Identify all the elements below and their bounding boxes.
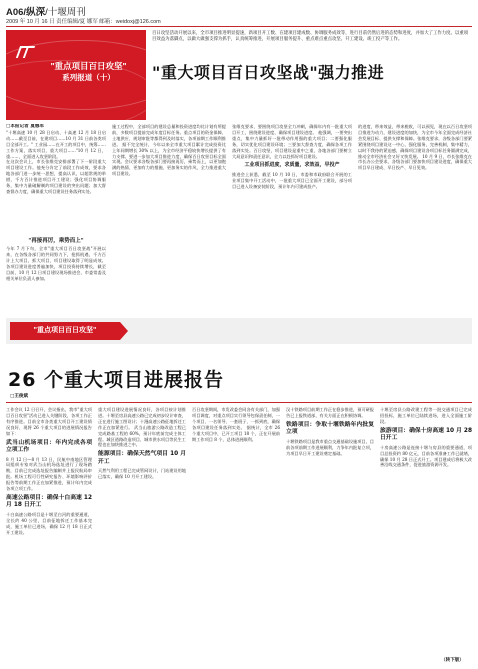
paragraph: 重大项目建设进展情况良好，各项目按计划推进。十堰至房县高速公路已完成初步设计审查，正在进行施工图设计；十漫高速公路征地拆迁工作正在加紧进行。 武当山旅游公路改造工程已完成路基工程的 60%，预计年底前完成主体工程。城区道路改造项目、城市供水项目等民生工程也在加快推进之中。 bbox=[98, 407, 186, 448]
story1-column-2 bbox=[112, 124, 226, 316]
pull-quote: "再接再厉，乘势而上" bbox=[28, 238, 84, 244]
subsection-name: /十堰周刊 bbox=[45, 7, 86, 18]
subhead-tourism: 旅游项目：确保十房高速 10 月 28 日开工 bbox=[380, 427, 472, 442]
paragraph: 今年 7 月下旬，全市"重大项目百日攻坚战"开展以来，在各级各部门的共同努力下，抢抓机遇，千方百计上大项目，抓大项目，项目建设取得了明显成效。各项目建设进度普遍加快，项目投资持续增长，截至目前，10 月 12 日项目建设现场推进会，市委常委及相关单位负责人参加。 bbox=[6, 246, 106, 281]
story2-column-3 bbox=[192, 407, 280, 663]
chevron-logo-icon bbox=[18, 46, 36, 58]
story1-subhead: 工业项目抓进度，求质量，求效益，早投产 bbox=[244, 162, 340, 169]
story1-column-3 bbox=[232, 124, 352, 316]
paragraph: 8 月 12 日—8 月 13 日，民航中南地区管理局组织专家对武当山机场选址进行了现场踏勘，目前已完成选址报告编制并上报民航局审批。机场工程可行性研究报告、环境影响评价报告等前期工作正在加紧推进，预计年内完成各项立项工作。 bbox=[6, 456, 92, 492]
section-name: 纵深 bbox=[26, 7, 46, 18]
story1-column-4 bbox=[358, 124, 472, 316]
story2-rule bbox=[6, 402, 472, 403]
banner-title-main: "重点项目百日攻坚" bbox=[50, 61, 127, 71]
paragraph: 在这次会议上，市长张维克安排部署了下一阶段重大项目建设工作。他充分肯定了前段工作成效，要求各地各部门进一步统一思想，提高认识，以超常规的举措，千方百计推进项目开工建设；强化项目协调服务，集中力量破解制约项目建设的突出问题；加大督查督办力度，确保重大项目建设任务落到实处。 bbox=[6, 159, 106, 194]
paragraph: 工作会议 12 日召开，会议指出，我市"重大项目百日攻坚"活动已进入关键阶段，各项工作正有序推进。目前全市各类重大项目开工建设情况良好，现将 26 个重大项目的进展情况报告如下： bbox=[6, 407, 92, 436]
story1-byline: □本报记者 夏娜军 bbox=[6, 124, 45, 129]
continued-note: （转下版） bbox=[441, 658, 464, 663]
date-line: 2009 年 10 月 16 日 责任编辑/夏 娜军 邮箱：weidoxj@126.com bbox=[6, 19, 161, 25]
series-banner bbox=[6, 30, 146, 120]
story1-lede: 百日攻坚活动开展以来，全市项目推进明显提速，新项目开工数、在建项目建成数、协调服务成效等，进行目前仍然后进的态势和进度，并加大了工作力度。以重项目效益为落脚点，以做大做强支撑为抓手，认真统筹推进，开展项目服务提升、重点难点重点攻坚、开工建设、竣工投产等工作。 bbox=[152, 31, 469, 43]
story1-column-1b bbox=[6, 246, 106, 316]
paragraph: 的进度，带来效益，带来税收，可以预见，现在以百日攻坚项目推进为动力，建设进度的加快，为全市今年全面完成经济社会发展目标、提供支撑和保障。张维克要求，各级各部门要紧紧围绕项目建设这一中心，强化服务，完善机制，集中精力，以时不我待的紧迫感，确保项目建设各项目标任务圆满完成，推动全市经济社会又好又快发展。 10 月 9 日，市长张维克在市长办公会要求，各级各部门要加快项目建设进度，确保重大项目早日建成、早日投产、早日见效。 bbox=[358, 124, 472, 171]
top-rule bbox=[6, 26, 472, 27]
paragraph: "十堰高速 10 月 28 日启动、十高速 12 月 18 日启动……截至目前，在建项目……10 月 31 日前各类项目全部开工。" 工业园……在开工的项目中，统筹……工作方案，落实项目，重大项目……"10 月 12 日，重……，全面进入攻坚阶段。 bbox=[6, 129, 106, 159]
section2-band bbox=[6, 318, 472, 344]
subhead-airport: 武当山机场项目：年内完成各项立项工作 bbox=[6, 439, 92, 454]
paragraph: 推进会上获悉，截至 10 月 10 日，市委和市政府联合开展的工业项目集中开工活动中，一批重大项目已全面开工建设，部分项目已进入设备安装阶段，预计年内可建成投产。 bbox=[232, 171, 352, 189]
story2-column-1 bbox=[6, 407, 92, 663]
page-code: A06/ bbox=[6, 7, 27, 18]
paragraph: 十白高速公路项目是十堰至白河的重要通道，全长约 40 公里，目前征地拆迁工作基本完成，施工单位已进场，确保 12 月 18 日正式开工建设。 bbox=[6, 511, 92, 535]
masthead bbox=[0, 0, 478, 28]
paragraph: 十房高速公路是连接十堰与房县的重要通道，项目总投资约 80 亿元，目前各项准备工作已就绪，确保 10 月 28 日正式开工。项目建成后将极大改善沿线交通条件，促进旅游资源开发。 bbox=[380, 444, 472, 468]
story2-headline: 26 个重大项目进展报告 bbox=[8, 369, 225, 391]
story2-column-2 bbox=[98, 407, 186, 663]
story2-column-5 bbox=[380, 407, 472, 653]
paragraph: 汉十铁路项目前期工作正在稳步推进，预可研报告已上报铁道部，有关方面正在积极协调。 bbox=[286, 407, 374, 418]
subhead-energy: 能源项目：确保天然气项目 10 月开工 bbox=[98, 451, 186, 465]
paragraph: 百日攻坚期间，市发改委会同各有关部门，加强项目调度，对重点项目实行领导包保责任制，一个项目、一名领导、一套班子、一抓到底，确保各项目建设任务落到实处。 据统计，全市 26 个重大项目中，已开工项目 18 个，正在开展前期工作项目 8 个，总体进展顺利。 bbox=[192, 407, 280, 442]
paragraph: 十堰铁路项目是我市重点交通基础设施项目，目前各项前期工作进展顺利，力争年内批复立项，为项目早日开工建设奠定基础。 bbox=[286, 438, 374, 456]
paragraph: 十堰至房县公路改建工程等一批交通项目已完成招投标，施工单位已陆续进场，进入全面施工阶段。 bbox=[380, 407, 472, 424]
paragraph: 施工过程中，全部项目的建设总量和投资进度均比计划有所提前，多数项目提前完成年度目标任务。重点项目的资金保障、土地供应、规划审批等都得到及时落实，各项前期工作顺利推进。 据不完全统计，今年以来全市重大项目累计完成投资比上年同期增长 30% 以上，为全市经济平稳较快增长提供了有力支撑。要进一步加大项目推进力度，确保百日攻坚目标全面实现。会议要求各级各部门要再接再厉，乘势而上，以更加饱满的热情、更加有力的措施、更加务实的作风，全力推进重大项目建设。 bbox=[112, 124, 226, 177]
banner-title-sub: 系列报道（十） bbox=[62, 73, 115, 82]
story1-headline: "重大项目百日攻坚战"强力推进 bbox=[152, 63, 385, 82]
paragraph: 张维克要求，要围绕项目攻坚全力冲刺，确保年内有一批重大项目开工，围绕建设进度，确保项目建设进度。 他强调，一要突出重点，集中力量抓好一批带动作用强的重大项目；二要强化服务，切实优化项目建设环境；三要加大督查力度，确保各项工作落到实处。百日攻坚，项目建设是重中之重，各地各部门要树立大局意识和责任意识，全力以赴抓好项目建设。 bbox=[232, 124, 352, 159]
story2-column-4 bbox=[286, 407, 374, 663]
paragraph: 天然气利用工程已完成管网设计，门站建设用地已落实，确保 10 月开工建设。 bbox=[98, 468, 186, 480]
section-tag bbox=[6, 4, 86, 18]
story2-byline: □王俊斌 bbox=[10, 394, 29, 399]
subhead-railway: 铁路项目：争取十堰铁路年内批复立项 bbox=[286, 421, 374, 436]
banner-title bbox=[36, 60, 141, 84]
section2-chip: "重点项目百日攻坚" bbox=[10, 322, 120, 340]
subhead-expressway: 高速公路项目：确保十白高速 12 月 18 日开工 bbox=[6, 494, 92, 509]
